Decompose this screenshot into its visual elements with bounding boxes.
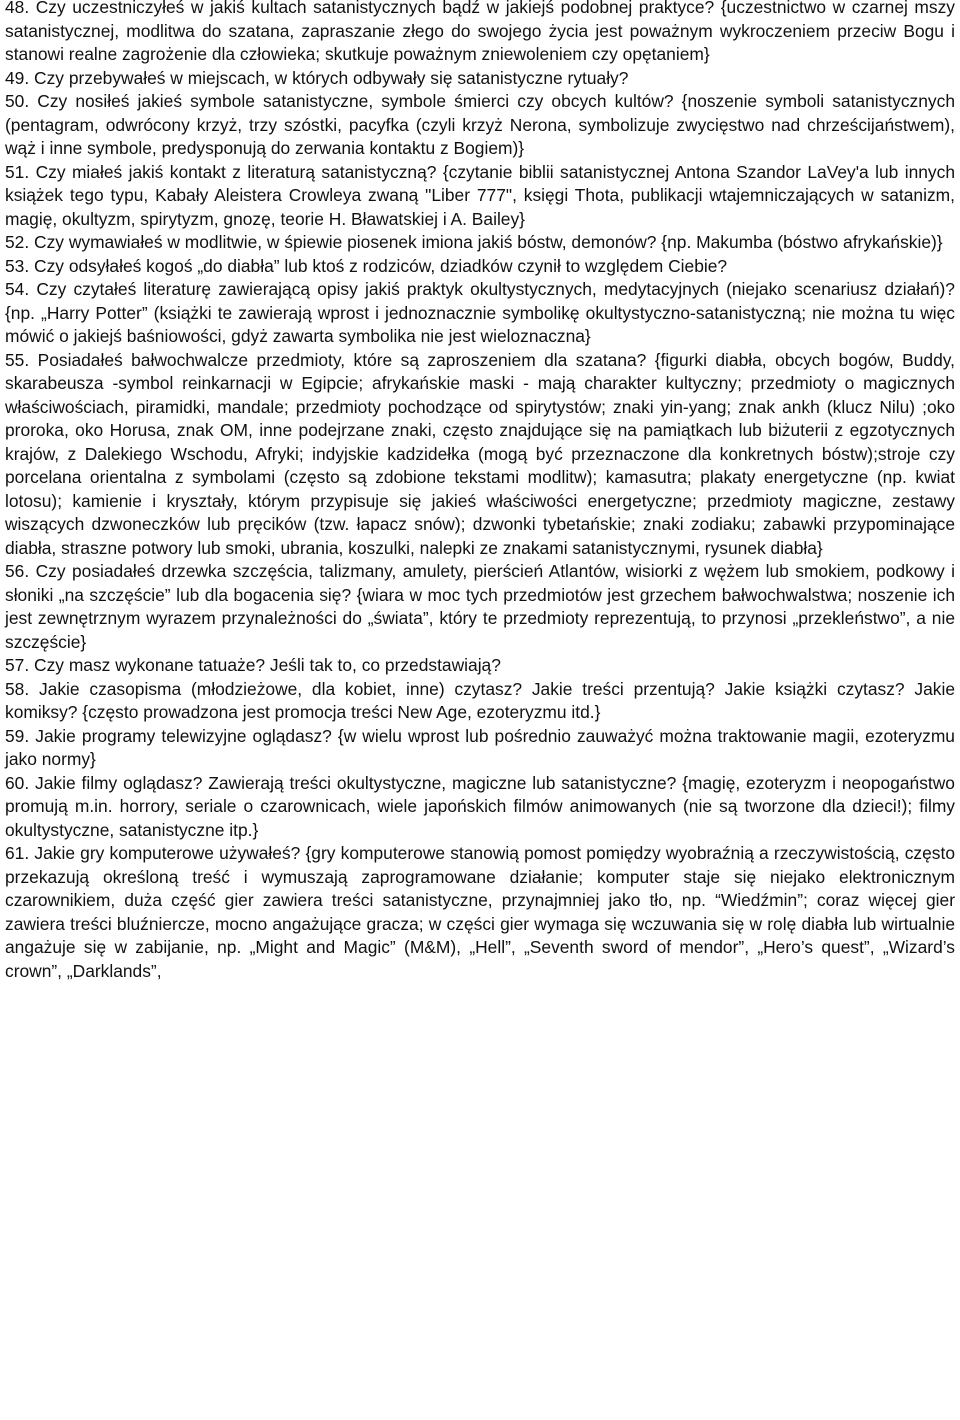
question-number: 49. (5, 67, 30, 88)
question-55 (5, 349, 955, 561)
question-52 (5, 231, 955, 255)
question-text: Czy wymawiałeś w modlitwie, w śpiewie piosenek imiona jakiś bóstw, demonów? {np. Makumba (bóstwo afrykańskie)} (34, 232, 943, 252)
question-text: Jakie gry komputerowe używałeś? {gry komputerowe stanowią pomost pomiędzy wyobraźnią a rzeczywistością, często przekazują określoną treść i wymuszają zaprogramowane działanie; komputer staje się niejako elektronicznym czarownikiem, duża część gier zawiera treści satanistyczne, przynajmniej jako tło, np. “Wiedźmin”; coraz więcej gier zawiera treści bluźniercze, mocno angażujące gracza; w części gier wymaga się wczuwania się w rolę diabła lub wirtualnie angażuje się w zabijanie, np. „Might and Magic” (M&M), „Hell”, „Seventh sword of mendor”, „Hero’s quest”, „Wizard’s crown”, „Darklands”, (5, 843, 955, 981)
question-number: 50. (5, 91, 30, 111)
question-text: Jakie filmy oglądasz? Zawierają treści okultystyczne, magiczne lub satanistyczne? {magię, ezoteryzm i neopogaństwo promują m.in. horrory, seriale o czarownicach, wiele japońskich filmów animowanych (nie są tworzone dla dzieci!); filmy okultystyczne, satanistyczne itp.} (5, 772, 955, 840)
question-49 (5, 67, 955, 91)
document-page (5, 0, 955, 983)
question-61 (5, 842, 955, 983)
question-59 (5, 725, 955, 772)
question-text: Czy masz wykonane tatuaże? Jeśli tak to, co przedstawiają? (34, 655, 501, 675)
question-48 (5, 0, 955, 67)
question-number: 57. (5, 655, 30, 675)
question-text: Jakie programy telewizyjne oglądasz? {w wielu wprost lub pośrednio zauważyć można traktowanie magii, ezoteryzmu jako normy} (5, 725, 955, 769)
question-number: 52. (5, 232, 30, 252)
question-56 (5, 560, 955, 654)
question-number: 59. (5, 725, 30, 746)
question-text: Czy czytałeś literaturę zawierającą opisy jakiś praktyk okultystycznych, medytacyjnych (niejako scenariusz działań)? {np. „Harry Potter” (książki te zawierają wprost i jednoznacznie symbolikę okultystyczno-satanistyczną; nie można tu więc mówić o jakiejś baśniowości, gdyż zawarta symbolika nie jest wieloznaczna} (5, 279, 955, 346)
question-number: 53. (5, 255, 30, 276)
question-57 (5, 654, 955, 678)
question-60 (5, 772, 955, 843)
question-53 (5, 255, 955, 279)
question-text: Jakie czasopisma (młodzieżowe, dla kobiet, inne) czytasz? Jakie treści przentują? Jakie książki czytasz? Jakie komiksy? {często prowadzona jest promocja treści New Age, ezoteryzmu itd.} (5, 678, 955, 722)
question-text: Czy przebywałeś w miejscach, w których odbywały się satanistyczne rytuały? (34, 67, 629, 88)
question-number: 48. (5, 0, 30, 17)
question-50 (5, 90, 955, 161)
question-number: 56. (5, 561, 30, 581)
question-text: Czy nosiłeś jakieś symbole satanistyczne, symbole śmierci czy obcych kultów? {noszenie symboli satanistycznych (pentagram, odwrócony krzyż, trzy szóstki, pacyfka (czyli krzyż Nerona, symbolizuje zwycięstwo nad chrześcijaństwem), wąż i inne symbole, predysponują do zerwania kontaktu z Bogiem)} (5, 91, 955, 158)
question-text: Posiadałeś bałwochwalcze przedmioty, które są zaproszeniem dla szatana? {figurki diabła, obcych bogów, Buddy, skarabeusza -symbol reinkarnacji w Egipcie; afrykańskie maski - mają charakter kultyczny; przedmioty o magicznych właściwościach, piramidki, mandale; przedmioty pochodzące od spirytystów; znaki yin-yang; znak ankh (klucz Nilu) ;oko proroka, oko Horusa, znak OM, inne podejrzane znaki, często znajdujące się na pamiątkach lub biżuterii z egzotycznych krajów, z Dalekiego Wschodu, Afryki; indyjskie kadzidełka (mogą być przeznaczone dla konkretnych bóstw);stroje czy porcelana orientalna z symbolami (często są zdobione tekstami modlitw); kamasutra; plakaty energetyczne (np. kwiat lotosu); kamienie i kryształy, którym przypisuje się jakieś właściwości energetyczne; przedmioty magiczne, zestawy wiszących dzwoneczków lub pręcików (tzw. łapacz snów); dzwonki tybetańskie; znaki zodiaku; zabawki przypominające diabła, straszne potwory lub smoki, ubrania, koszulki, nalepki ze znakami satanistycznymi, rysunek diabła} (5, 349, 955, 558)
question-54 (5, 278, 955, 349)
question-number: 55. (5, 349, 30, 370)
question-number: 51. (5, 161, 30, 182)
question-text: Czy posiadałeś drzewka szczęścia, talizmany, amulety, pierścień Atlantów, wisiorki z wężem lub smokiem, podkowy i słoniki „na szczęście” lub dla bogacenia się? {wiara w moc tych przedmiotów jest grzechem bałwochwalstwa; noszenie ich jest zewnętrznym wyrazem przynależności do „świata”, który te przedmioty reprezentują, to przynosi „przekleństwo”, a nie szczęście} (5, 561, 955, 652)
question-text: Czy miałeś jakiś kontakt z literaturą satanistyczną? {czytanie biblii satanistycznej Antona Szandor LaVey'a lub innych książek tego typu, Kabały Aleistera Crowleya zwaną "Liber 777", księgi Thota, publikacji wtajemniczających w satanizm, magię, okultyzm, spirytyzm, gnozę, teorie H. Bławatskiej i A. Bailey} (5, 161, 955, 229)
question-text: Czy odsyłałeś kogoś „do diabła” lub ktoś z rodziców, dziadków czynił to względem Ciebie? (34, 255, 728, 276)
question-58 (5, 678, 955, 725)
question-51 (5, 161, 955, 232)
question-number: 54. (5, 279, 30, 299)
question-number: 60. (5, 772, 30, 793)
question-number: 61. (5, 843, 30, 863)
question-text: Czy uczestniczyłeś w jakiś kultach satanistycznych bądź w jakiejś podobnej praktyce? {uczestnictwo w czarnej mszy satanistycznej, modlitwa do szatana, zapraszanie złego do swojego życia jest poważnym wykroczeniem przeciw Bogu i stanowi realne zagrożenie dla człowieka; skutkuje poważnym zniewoleniem czy opętaniem} (5, 0, 955, 64)
question-number: 58. (5, 678, 30, 699)
